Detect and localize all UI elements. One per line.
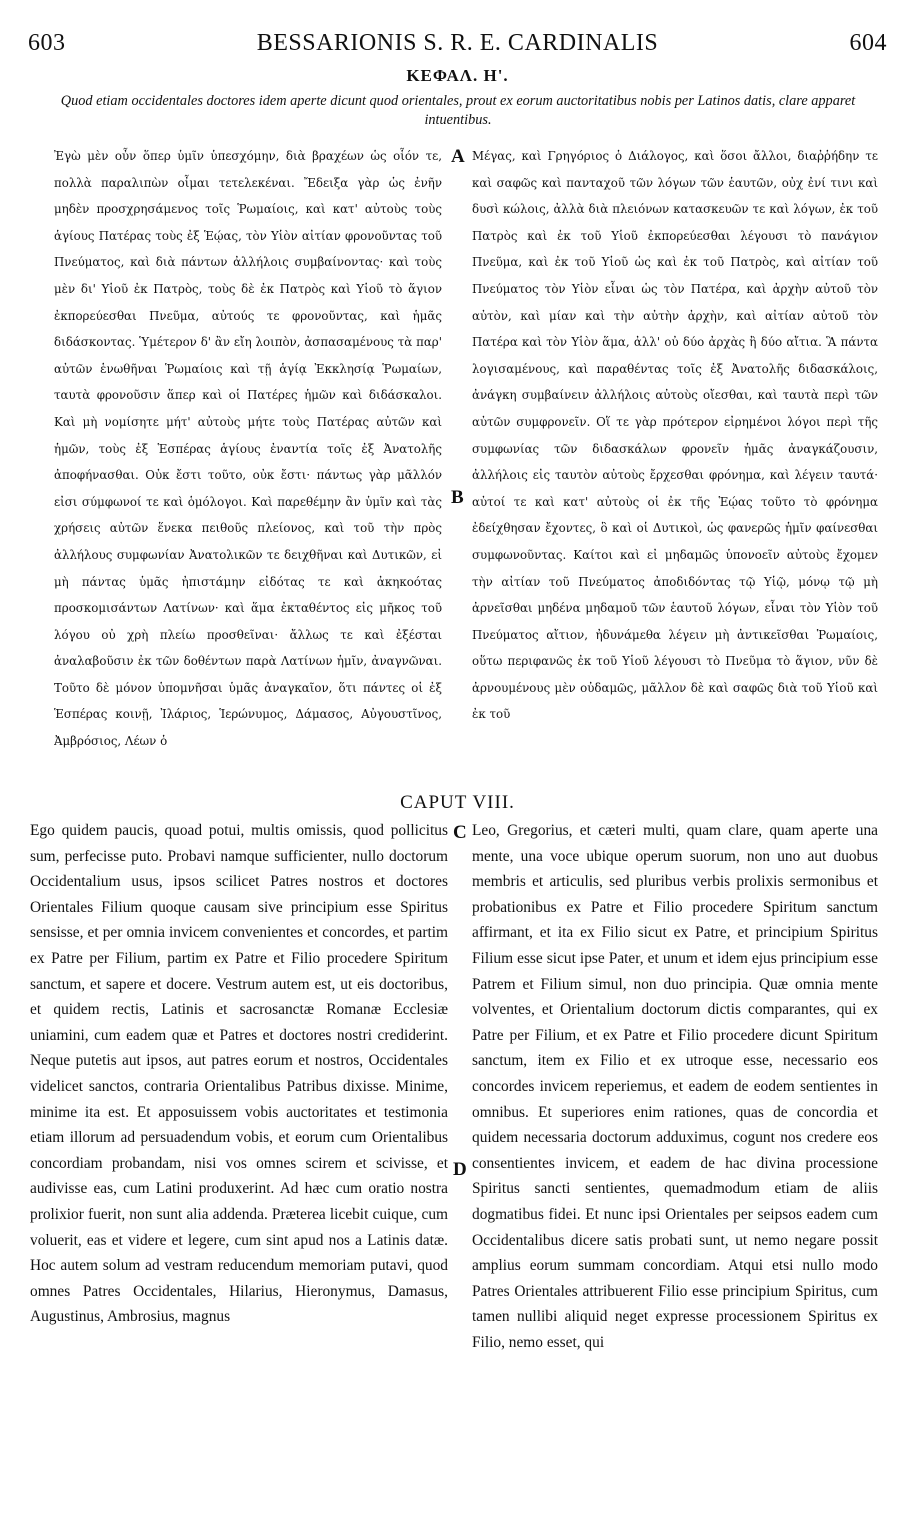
running-head (28, 30, 887, 56)
section-marker-d: D (453, 1159, 467, 1180)
latin-column-left: Ego quidem paucis, quoad potui, multis omissis, quod pollicitus sum, perfecisse puto. Probavi namque sufficienter, nullo doctorum Occidentalium usus, ipsos scilicet Patres nostros et doctores Orientales Filium quoque causam sive principium esse Spiritus sensisse, et per omnia invicem convenientes et concordes, et partim ex Patre per Filium, partim ex Patre et Filio procedere Spiritum sanctum, et sapere et docere. Vestrum autem est, ut eis doctoribus, et quidem rectis, Latinis et sacrosanctæ Romanæ Ecclesiæ uniamini, cum eadem quæ et Patres et doctores nostri crediderint. Neque putetis aut ipsos, aut patres eorum et nostros, Occidentales videlicet sanctos, contraria Orientalibus Patribus dixisse. Minime, minime ita est. Et apposuissem vobis auctoritates et testimonia etiam illorum ad persuadendum vobis, et eorum cum Orientalibus concordiam probandam, nisi vos omnes scirem et scivisse, et audivisse eas, cum Latini produxerint. Ad hæc cum oratio nostra prolixior fuerit, non sunt alia addenda. Præterea licebit cuique, cum voluerit, eas et videre et legere, cum sint apud nos a Latinis datæ. Hoc autem solum ad vestram reducendum memoriam putavi, quod omnes Patres Occidentales, Hilarius, Hieronymus, Damasus, Augustinus, Ambrosius, magnus (30, 822, 448, 1326)
section-marker-a: A (451, 146, 465, 167)
page-number-right: 604 (849, 30, 887, 56)
greek-column-right: Μέγας, καὶ Γρηγόριος ὁ Διάλογος, καὶ ὅσοι ἄλλοι, διαῤῥήδην τε καὶ σαφῶς καὶ πανταχοῦ τῶν λόγων τῶν ἑαυτῶν, οὐχ ἐνί τινι καὶ δυσὶ κώλοις, ἀλλὰ διὰ πλειόνων κατασκευῶν τε καὶ λόγων, ἐκ τοῦ Πατρὸς καὶ ἐκ τοῦ Υἱοῦ ἐκπορεύεσθαι λέγουσι τὸ πανάγιον Πνεῦμα, καὶ ἐκ τοῦ Υἱοῦ ὡς καὶ ἐκ τοῦ Πατρὸς, καὶ αἰτίαν τοῦ Πνεύματος τὸν Υἱὸν εἶναι ὡς τὸν Πατέρα, καὶ ἀρχὴν αὐτοῦ τὸν αὐτὸν, καὶ μίαν καὶ τὴν αὐτὴν ἀρχὴν, καὶ αἰτίαν αὐτοῦ τὸν Πατέρα καὶ τὸν Υἱὸν ἅμα, ἀλλ' οὐ δύο ἀρχὰς ἢ δύο αἴτια. Ἃ πάντα λογισαμένους, καὶ παραθέντας τοῖς ἐξ Ἀνατολῆς διδασκάλοις, ἀνάγκη συμβαίνειν ἀλλήλοις αὐτοὺς οἴεσθαι, καὶ ταυτὰ περὶ τῶν αὐτῶν συμφρονεῖν. Οἵ τε γὰρ πρότερον εἰρημένοι λόγοι περὶ τῆς συμφωνίας τῶν διδασκάλων φρονεῖν ἡμᾶς ἀναγκάζουσιν, ἀλλήλοις εἰς ταυτὸν αὐτοὺς ἔρχεσθαι φρόνημα, καὶ λέγειν ταυτά· αὐτοί τε καὶ κατ' αὐτοὺς οἱ ἐκ τῆς Ἑῴας τοῦτο τὸ φρόνημα ἐδείχθησαν ἔχοντες, ὃ καὶ οἱ Δυτικοὶ, ὡς φανερῶς ἡμῖν φαίνεσθαι συμφωνοῦντας. Καίτοι καὶ εἰ μηδαμῶς ὑπονοεῖν αὐτοὺς ἔχομεν τὴν αἰτίαν τοῦ Πνεύματος ἀποδιδόντας τῷ Υἱῷ, μόνῳ τῷ μὴ ἀρνεῖσθαι μηδένα μηδαμοῦ τῶν ἑαυτοῦ λόγων, εἶναι τὸν Υἱὸν τοῦ Πνεύματος αἴτιον, ἠδυνάμεθα λέγειν μὴ ἀντικεῖσθαι Ῥωμαίοις, οὕτω περιφανῶς ἐκ τοῦ Υἱοῦ λέγουσι τὸ Πνεῦμα τὸ ἅγιον, νῦν δὲ ἀρνουμένους μὲν οὐδαμῶς, μᾶλλον δὲ καὶ σαφῶς διὰ τοῦ Υἱοῦ καὶ ἐκ τοῦ (472, 149, 878, 722)
page-number-left: 603 (28, 30, 66, 56)
chapter-summary: Quod etiam occidentales doctores idem aperte dicunt quod orientales, prout ex eorum auctoritatibus nobis per Latinos datis, clare apparet intuentibus. (60, 93, 856, 128)
running-title: BESSARIONIS S. R. E. CARDINALIS (256, 30, 659, 56)
chapter-heading-greek: ΚΕΦΑΛ. Η'. (406, 66, 509, 85)
section-marker-b: B (451, 487, 464, 508)
section-marker-c: C (453, 822, 467, 843)
chapter-heading-latin: CAPUT VIII. (400, 792, 515, 813)
greek-column-left: Ἐγὼ μὲν οὖν ὅπερ ὑμῖν ὑπεσχόμην, διὰ βραχέων ὡς οἷόν τε, πολλὰ παραλιπὼν οἶμαι τετελεκέναι. Ἔδειξα γὰρ ὡς ἐνῆν μηδὲν προσχρησάμενος τοῖς Ῥωμαίοις, καὶ κατ' αὐτοὺς τοὺς ἁγίους Πατέρας τοὺς ἐξ Ἑῴας, τὸν Υἱὸν αἰτίαν φρονοῦντας τοῦ Πνεύματος, καὶ διὰ πάντων ἀλλήλοις συμβαίνοντας· καὶ τοὺς μὲν δι' Υἱοῦ ἐκ Πατρὸς, τοὺς δὲ ἐκ Πατρὸς καὶ Υἱοῦ τὸ ἅγιον ἐκπορεύεσθαι Πνεῦμα, αὐτούς τε φρονοῦντας, καὶ ἡμᾶς διδάσκοντας. Ὑμέτερον δ' ἂν εἴη λοιπὸν, ἀσπασαμένους τὰ παρ' αὐτῶν ἑνωθῆναι Ῥωμαίοις καὶ τῇ ἁγίᾳ Ἐκκλησίᾳ Ῥωμαίων, ταυτὰ φρονοῦσιν ἅπερ καὶ οἱ Πατέρες ἡμῶν καὶ διδάσκαλοι. Καὶ μὴ νομίσητε μήτ' αὐτοὺς μήτε τοὺς Πατέρας αὐτῶν καὶ ἡμῶν, τοὺς ἐξ Ἑσπέρας ἁγίους ἐναντία τοῖς ἐξ Ἀνατολῆς ἀποφήνασθαι. Οὐκ ἔστι τοῦτο, οὐκ ἔστι· πάντως γὰρ μᾶλλόν εἰσι σύμφωνοί τε καὶ ὁμόλογοι. Καὶ παρεθέμην ἂν ὑμῖν καὶ τὰς χρήσεις αὐτῶν ἕνεκα πειθοῦς πλείονος, καὶ τοῦ τὴν πρὸς ἀλλήλους συμφωνίαν Ἀνατολικῶν τε δειχθῆναι καὶ Δυτικῶν, εἰ μὴ πάντας ὑμᾶς ἠπιστάμην εἰδότας τε καὶ ἀκηκοότας προσκομισάντων Λατίνων· καὶ ἅμα ἐκταθέντος εἰς μῆκος τοῦ λόγου οὐ χρὴ πλείω προσθεῖναι· ἄλλως τε καὶ ἐξέσται ἀναλαβοῦσιν ἐκ τῶν δοθέντων παρὰ Λατίνων ἡμῖν, ἀναγνῶναι. Τοῦτο δὲ μόνον ὑπομνῆσαι ὑμᾶς ἀναγκαῖον, ὅτι πάντες οἱ ἐξ Ἑσπέρας κοινῇ, Ἰλάριος, Ἱερώνυμος, Δάμασος, Αὐγουστῖνος, Ἀμβρόσιος, Λέων ὁ (54, 149, 442, 749)
latin-column-right: Leo, Gregorius, et cæteri multi, quam clare, quam aperte una mente, una voce ubique operum suorum, non uno aut duobus membris et articulis, sed pluribus verbis prolixis sermonibus et probationibus ex Patre et Filio procedere Spiritum sanctum affirmant, et ita ex Filio sicut ex Patre, et principium Spiritus Filium esse sicut ipse Pater, et unum et idem ejus principium esse Patrem et Filium simul, non duo principia. Quæ omnia mente volventes, et Orientalium doctorum dictis comparantes, qui ex Patre per Filium, et ex Patre et Filio procedere dicunt Spiritum sanctum, item ex Filio et ex utroque esse, necessario eos concordes invicem reperiemus, et eadem de eodem sentientes in omnibus. Et superiores enim rationes, quas de concordia et quidem necessaria doctorum adduximus, cogunt nos credere eos consentientes invicem, et eadem de hac divina processione Spiritus sancti sentientes, quemadmodum etiam de aliis dogmatibus fidei. Et nunc ipsi Orientales per seipsos eadem cum Occidentalibus dicere satis probati sunt, ut nemo negare possit amplius eorum summam concordiam. Atqui etsi nullo modo Patres Orientales attribuerent Filio esse principium Spiritus, cum tamen nullibi aliquid neget expresse processionem Spiritus ex Filio, nemo esset, qui (472, 822, 878, 1351)
